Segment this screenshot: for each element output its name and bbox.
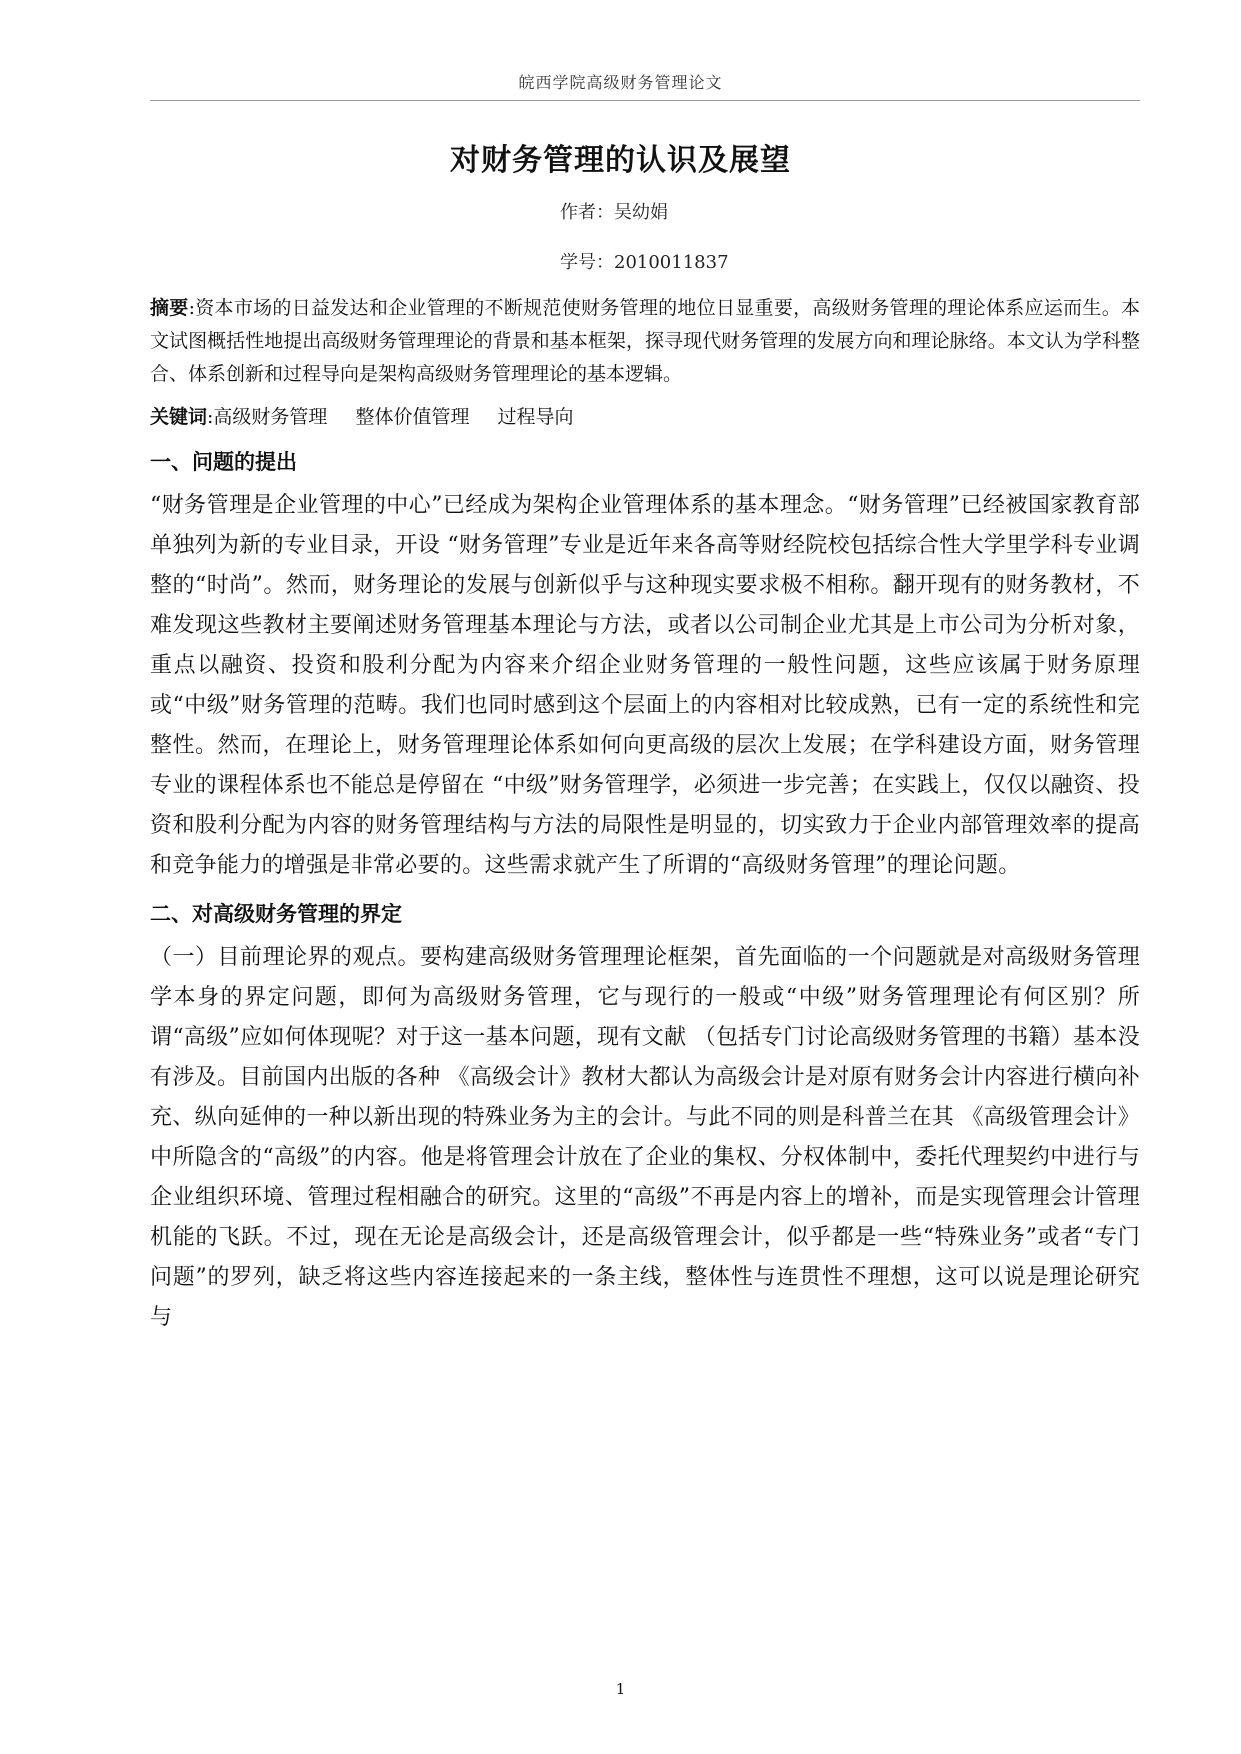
running-header: 皖西学院高级财务管理论文 xyxy=(518,73,723,92)
author-line: 作者：吴幼娟 xyxy=(560,202,668,223)
page-number: 1 xyxy=(615,1680,626,1698)
keywords-separator: : xyxy=(207,406,214,428)
keywords-label: 关键词 xyxy=(150,406,208,428)
keyword-item: 高级财务管理 xyxy=(213,406,328,428)
page-title: 对财务管理的认识及展望 xyxy=(450,143,791,178)
document-body xyxy=(150,292,1140,1338)
section-paragraph: “财务管理是企业管理的中心”已经成为架构企业管理体系的基本理念。“财务管理”已经被国家教育部单独列为新的专业目录，开设 “财务管理”专业是近年来各高等财经院校包括综合性大学里学科专业调整的“时尚”。然而，财务理论的发展与创新似乎与这种现实要求极不相称。翻开现有的财务教材，不难发现这些教材主要阐述财务管理基本理论与方法，或者以公司制企业尤其是上市公司为分析对象，重点以融资、投资和股利分配为内容来介绍企业财务管理的一般性问题，这些应该属于财务原理或“中级”财务管理的范畴。我们也同时感到这个层面上的内容相对比较成熟，已有一定的系统性和完整性。然而，在理论上，财务管理理论体系如何向更高级的层次上发展；在学科建设方面，财务管理专业的课程体系也不能总是停留在 “中级”财务管理学，必须进一步完善；在实践上，仅仅以融资、投资和股利分配为内容的财务管理结构与方法的局限性是明显的，切实致力于企业内部管理效率的提高和竞争能力的增强是非常必要的。这些需求就产生了所谓的“高级财务管理”的理论问题。 xyxy=(150,493,1140,878)
section-heading: 二、对高级财务管理的界定 xyxy=(150,902,402,926)
section-heading: 一、问题的提出 xyxy=(150,450,297,474)
header-divider xyxy=(150,100,1140,101)
keyword-item: 整体价值管理 xyxy=(355,406,470,428)
abstract xyxy=(150,292,1140,391)
section-paragraph: （一）目前理论界的观点。要构建高级财务管理理论框架，首先面临的一个问题就是对高级财务管理学本身的界定问题，即何为高级财务管理，它与现行的一般或“中级”财务管理理论有何区别？所谓“高级”应如何体现呢？对于这一基本问题，现有文献 （包括专门讨论高级财务管理的书籍）基本没有涉及。目前国内出版的各种 《高级会计》教材大都认为高级会计是对原有财务会计内容进行横向补充、纵向延伸的一种以新出现的特殊业务为主的会计。与此不同的则是科普兰在其 《高级管理会计》中所隐含的“高级”的内容。他是将管理会计放在了企业的集权、分权体制中，委托代理契约中进行与企业组织环境、管理过程相融合的研究。这里的“高级”不再是内容上的增补，而是实现管理会计管理机能的飞跃。不过，现在无论是高级会计，还是高级管理会计，似乎都是一些“特殊业务”或者“专门问题”的罗列，缺乏将这些内容连接起来的一条主线，整体性与连贯性不理想，这可以说是理论研究与 xyxy=(150,945,1140,1330)
student-id-line: 学号：2010011837 xyxy=(560,252,729,273)
abstract-text: :资本市场的日益发达和企业管理的不断规范使财务管理的地位日显重要，高级财务管理的理论体系应运而生。本文试图概括性地提出高级财务管理理论的背景和基本框架，探寻现代财务管理的发展方向和理论脉络。本文认为学科整合、体系创新和过程导向是架构高级财务管理理论的基本逻辑。 xyxy=(150,297,1140,385)
keywords xyxy=(150,401,1140,434)
abstract-label: 摘要 xyxy=(150,297,189,319)
keyword-item: 过程导向 xyxy=(497,406,574,428)
